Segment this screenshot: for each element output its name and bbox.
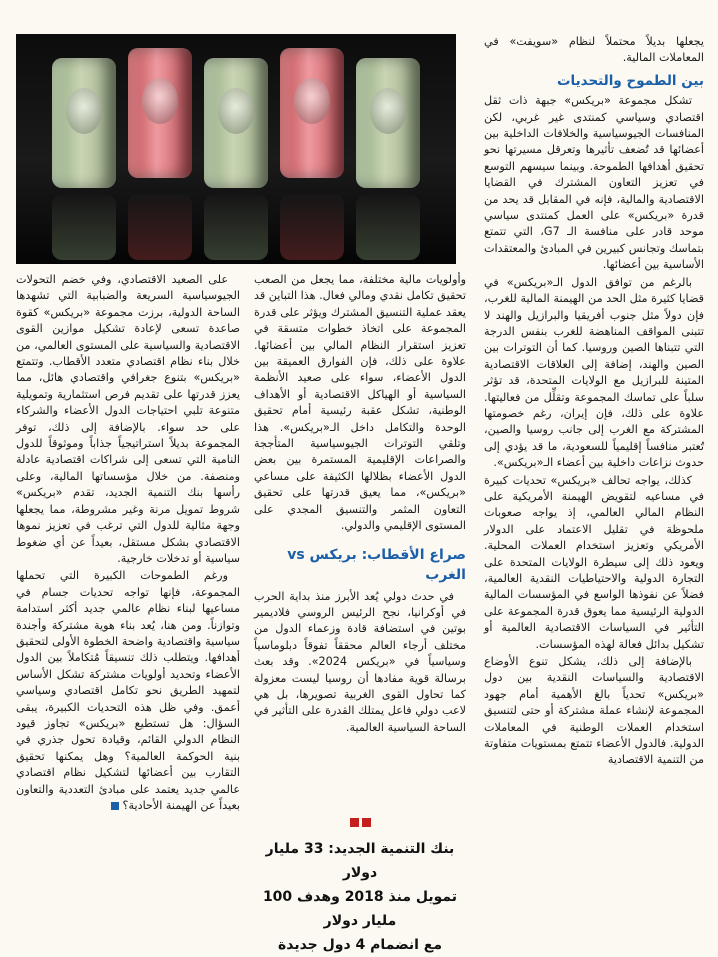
section-heading: بين الطموح والتحديات (556, 72, 704, 89)
body-paragraph: بالإضافة إلى ذلك، يشكل تنوع الأوضاع الاقتصادية والسياسات النقدية بين دول «بريكس» تحدياً بالغ الأهمية أمام جهود المجموعة لإنشاء عملة مشتركة أو حتى لتنسيق استخدام العملات الوطنية في المعاملات الدولية. فالدول الأعضاء تتمتع بمستويات متفاوتة من التنمية الاقتصادية (484, 655, 704, 767)
right-column (484, 34, 704, 770)
banknotes-photo (16, 34, 456, 264)
pull-quote-marks (254, 818, 466, 827)
body-paragraph: في حدث دولي يُعد الأبرز منذ بداية الحرب في أوكرانيا، نجح الرئيس الروسي فلاديمير بوتين في استضافة قادة وزعماء الدول من مختلف أرجاء العالم محققاً تفوقاً دبلوماسياً وسياسياً في «بريكس 2024». وقد بعث برسالة قوية مفادها أن روسيا ليست معزولة كما تحاول القوى الغربية تصويرها، بل هي لاعب دولي فاعل يمتلك القدرة على التأثير في الساحة السياسية العالمية. (254, 589, 466, 734)
section-heading: صراع الأقطاب: بريكس vs الغرب (287, 546, 466, 583)
body-paragraph-text: ورغم الطموحات الكبيرة التي تحملها المجموعة، فإنها تواجه تحديات جسام في مساعيها لبناء نظام عالمي جديد أكثر استدامة وتوازناً. ومن هنا، يُعد بناء هوية مشتركة وأجندة سياسية واقتصادية واضحة الخطوة الأولى لتحقيق أهدافها. ويتطلب ذلك تنسيقاً مُتكاملاً بين الدول الأعضاء وتحديد أولويات مشتركة تشكل الأساس لتمهيد الطريق نحو تكامل اقتصادي وسياسي أعمق. وفي ظل هذه التحديات الكبيرة، يبقى السؤال: هل تستطيع «بريكس» تجاوز قيود النظام الدولي القائم، وقيادة تحول جذري في بنية الحوكمة العالمية؟ وهل يمكنها تحقيق التقارب بين أعضائها لتشكيل نظام اقتصادي عالمي جديد يعتمد على مبادئ التعددية والتعاون بعيداً عن الهيمنة الأحادية؟ (16, 569, 240, 812)
body-paragraph: على الصعيد الاقتصادي، وفي خضم التحولات الجيوسياسية السريعة والضبابية التي تشهدها الساحة الدولية، برزت مجموعة «بريكس» كقوة صاعدة تسعى لإعادة تشكيل موازين القوى الاقتصادية والسياسية على المستوى العالمي، من خلال بناء نظام اقتصادي متعدد الأقطاب. وتتمتع «بريكس» بتنوع جغرافي واقتصادي هائل، مما يعزز قدرتها على تقديم فرص استثمارية وتمويلية متنوعة تلبي احتياجات الدول الأعضاء والشركاء على حد سواء. بالإضافة إلى ذلك، توفر المجموعة بديلاً استراتيجياً جذاباً وموثوقاً للدول النامية التي تسعى إلى شراكات اقتصادية عادلة ومنصفة. من خلال مؤسساتها المالية، وعلى رأسها بنك التنمية الجديد، تقدم «بريكس» شروط تمويل مرنة وغير مشروطة، مما يجعلها وجهة مثالية للدول التي ترغب في تعزيز نموها الاقتصادي بشكل مستقل، بعيداً عن أي ضغوط سياسية أو تدخلات خارجية. (16, 273, 240, 565)
pull-quote-line: مع انضمام 4 دول جديدة (277, 937, 443, 953)
yuan-roll-image (128, 48, 192, 178)
dollar-roll-image (356, 58, 420, 188)
pull-quote-line: تمويل منذ 2018 وهدف 100 مليار دولار (262, 889, 458, 929)
body-paragraph: تشكل مجموعة «بريكس» جبهة ذات ثقل اقتصادي وسياسي كمنتدى غير غربي، لكن المنافسات الجيوسياسية والخلافات الداخلية بين أعضائها قد تُضعف تأثيرها وتعرقل مسيرتها نحو تحقيق أهدافها الطموحة. وبينما سيسهم التوسع في تعزيز التعاون المشترك في القضايا الاقتصادية والمالية، فإنه في المقابل قد يحد من قدرة «بريكس» على العمل كمنتدى سياسي موحد قادر على منافسة الـ G7، التي تتمتع بتماسك وتجانس كبيرين في المبادئ والمعتقدات الأساسية بين أعضائها. (484, 94, 704, 272)
pull-quote (254, 818, 466, 957)
dollar-roll-image (52, 58, 116, 188)
end-of-article-mark (111, 802, 119, 810)
dollar-roll-image (204, 58, 268, 188)
left-column (16, 272, 240, 815)
body-paragraph: كذلك، يواجه تحالف «بريكس» تحديات كبيرة في مساعيه لتقويض الهيمنة الأمريكية على النظام المالي العالمي، إذ يواجه صعوبات ملحوظة في تقليل الاعتماد على الدولار الأمريكي وتعزيز استخدام العملات المحلية. ويعود ذلك إلى سيطرة الولايات المتحدة على التجارة الدولية والاحتياطيات النقدية العالمية، فضلاً عن نفوذها الواسع في المؤسسات المالية الدولية الرئيسية مما يعوق قدرة المجموعة على التأثير في السياسات الاقتصادية العالمية أو تشكيل بدائل فعالة لهذه المؤسسات. (484, 473, 704, 651)
body-paragraph: وأولويات مالية مختلفة، مما يجعل من الصعب تحقيق تكامل نقدي ومالي فعال. هذا التباين قد يعقد عملية التنسيق المشترك ويؤثر على قدرة المجموعة على اتخاذ خطوات متسقة في تعزيز استقرار النظام المالي بين أعضائها. علاوة على ذلك، فإن الفوارق العميقة بين الدول الأعضاء، سواء على صعيد الأنظمة السياسية أو الهياكل الاقتصادية أو الأهداف الوطنية، تشكل عقبة رئيسية أمام تحقيق الوحدة والتكامل داخل الـ«بريكس». هذا وتلقي التوترات الجيوسياسية المتأججة والصراعات الإقليمية المستمرة بين بعض الدول الأعضاء بظلالها الكثيفة على مساعي «بريكس»، مما يعيق قدرتها على تحقيق التعاون المثمر والتنسيق المجدي على المستوى الإقليمي والدولي. (254, 273, 466, 533)
middle-column (254, 272, 466, 737)
intro-text: يجعلها بديلاً محتملاً لنظام «سويفت» في المعاملات المالية. (484, 35, 704, 65)
yuan-roll-image (280, 48, 344, 178)
body-paragraph (16, 568, 240, 814)
pull-quote-line: بنك التنمية الجديد: 33 مليار دولار (265, 841, 455, 881)
body-paragraph: بالرغم من توافق الدول الـ«بريكس» في قضايا كثيرة مثل الحد من الهيمنة المالية للغرب، فإن دولاً مثل جنوب أفريقيا والبرازيل والهند لا تتبنى المواقف المناهضة للغرب بنفس الدرجة التي تتبناها الصين وروسيا. كما أن التوترات بين الصين والهند، إضافة إلى العلاقات الاقتصادية المتينة للبرازيل مع الولايات المتحدة، قد تؤثر سلباً على تماسك المجموعة وتقلِّل من فعاليتها. علاوة على ذلك، فإن إيران، رغم خصومتها المشتركة مع الغرب إلى جانب روسيا والصين، تُعتبر منافساً إقليمياً للسعودية، ما قد يؤدي إلى حدوث نزاعات داخلية بين أعضاء الـ«بريكس». (484, 275, 704, 470)
